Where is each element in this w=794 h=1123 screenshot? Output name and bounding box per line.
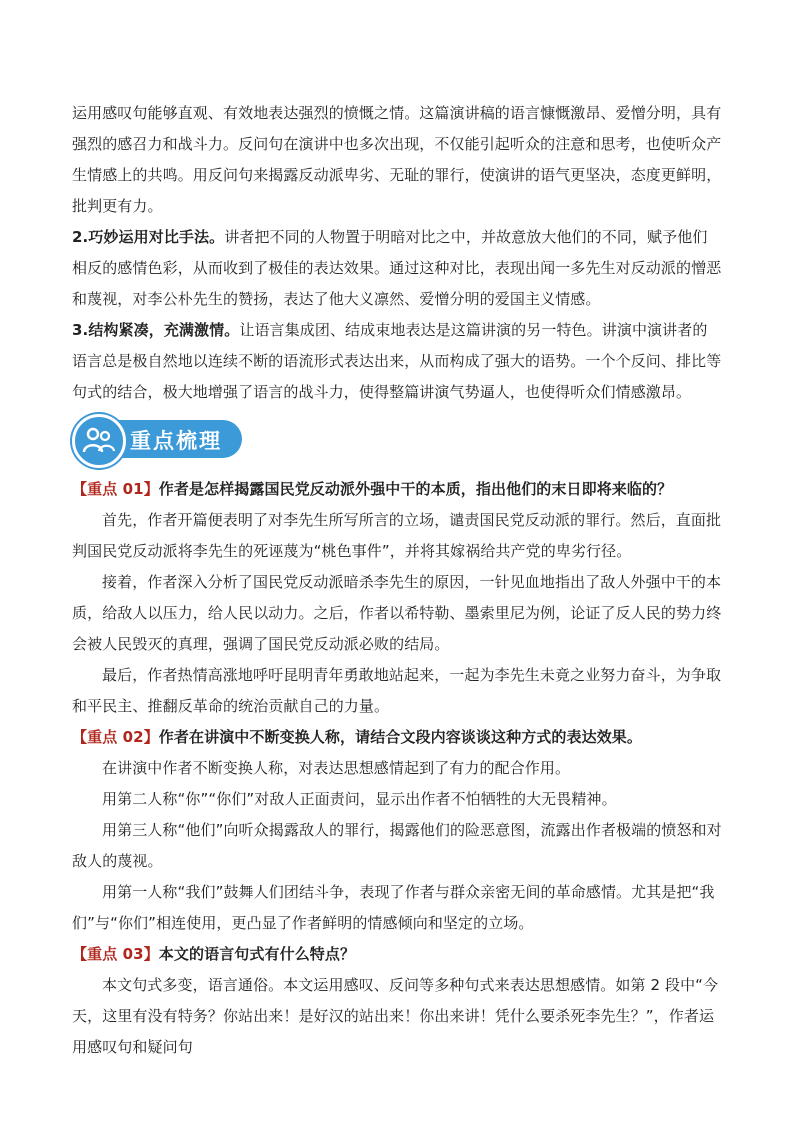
paragraph-contrast [72,222,722,315]
point-01-answer-1: 首先，作者开篇便表明了对李先生所写所言的立场，谴责国民党反动派的罪行。然后，直面批判国民党反动派将李先生的死诬蔑为“桃色事件”，并将其嫁祸给共产党的卑劣行径。 [72,511,722,560]
people-group-icon [72,414,126,468]
point-02-answer-4: 用第一人称“我们”鼓舞人们团结斗争，表现了作者与群众亲密无间的革命感情。尤其是把“我们”与“你们”相连使用，更凸显了作者鲜明的情感倾向和坚定的立场。 [72,883,715,932]
banner-title: 重点梳理 [130,429,222,453]
section-banner [72,414,722,466]
point-01-question [72,474,722,505]
point-02-answer-2: 用第二人称“你”“你们”对敌人正面责问，显示出作者不怕牺牲的大无畏精神。 [102,790,617,808]
point-03-answer-1: 本文句式多变，语言通俗。本文运用感叹、反问等多种句式来表达思想感情。如第 2 段中“今天，这里有没有特务？你站出来！是好汉的站出来！你出来讲！凭什么要杀死李先生？”，作者运用感叹句和疑问句 [72,976,719,1056]
point-03-question [72,939,722,970]
point-01-answer-2: 接着，作者深入分析了国民党反动派暗杀李先生的原因，一针见血地指出了敌人外强中干的本质，给敌人以压力，给人民以动力。之后，作者以希特勒、墨索里尼为例，论证了反人民的势力终会被人民毁灭的真理，强调了国民党反动派必败的结局。 [72,573,722,653]
point-02-answer-1: 在讲演中作者不断变换人称，对表达思想感情起到了有力的配合作用。 [102,759,571,777]
point-02-question-text: 作者在讲演中不断变换人称，请结合文段内容谈谈这种方式的表达效果。 [158,728,642,746]
document-content [72,98,722,1063]
paragraph-structure-body: 让语言集成团、结成束地表达是这篇讲演的另一特色。讲演中演讲者的语言总是极自然地以连续不断的语流形式表达出来，从而构成了强大的语势。一个个反问、排比等句式的结合，极大地增强了语言的战斗力，使得整篇讲演气势逼人，也使得听众们情感激昂。 [72,321,722,401]
point-02-answer-3: 用第三人称“他们”向听众揭露敌人的罪行，揭露他们的险恶意图，流露出作者极端的愤怒和对敌人的蔑视。 [72,821,722,870]
point-02-question [72,722,722,753]
paragraph-structure-heading: 3.结构紧凑，充满激情。 [72,321,240,339]
point-03-tag: 【重点 03】 [72,945,159,963]
point-01-tag: 【重点 01】 [72,480,159,498]
paragraph-rhetoric: 运用感叹句能够直观、有效地表达强烈的愤慨之情。这篇演讲稿的语言慷慨激昂、爱憎分明，具有强烈的感召力和战斗力。反问句在演讲中也多次出现，不仅能引起听众的注意和思考，也使听众产生情感上的共鸣。用反问句来揭露反动派卑劣、无耻的罪行，使演讲的语气更坚决，态度更鲜明，批判更有力。 [72,104,722,215]
paragraph-structure [72,315,722,408]
point-01-answer-3: 最后，作者热情高涨地呼吁昆明青年勇敢地站起来，一起为李先生未竟之业努力奋斗，为争取和平民主、推翻反革命的统治贡献自己的力量。 [72,666,722,715]
paragraph-contrast-body: 讲者把不同的人物置于明暗对比之中，并故意放大他们的不同，赋予他们相反的感情色彩，从而收到了极佳的表达效果。通过这种对比，表现出闻一多先生对反动派的憎恶和蔑视，对李公朴先生的赞扬，表达了他大义凛然、爱憎分明的爱国主义情感。 [72,228,722,308]
paragraph-contrast-heading: 2.巧妙运用对比手法。 [72,228,225,246]
point-01-question-text: 作者是怎样揭露国民党反动派外强中干的本质，指出他们的末日即将来临的？ [158,480,673,498]
point-03-question-text: 本文的语言句式有什么特点？ [158,945,356,963]
point-02-tag: 【重点 02】 [72,728,159,746]
